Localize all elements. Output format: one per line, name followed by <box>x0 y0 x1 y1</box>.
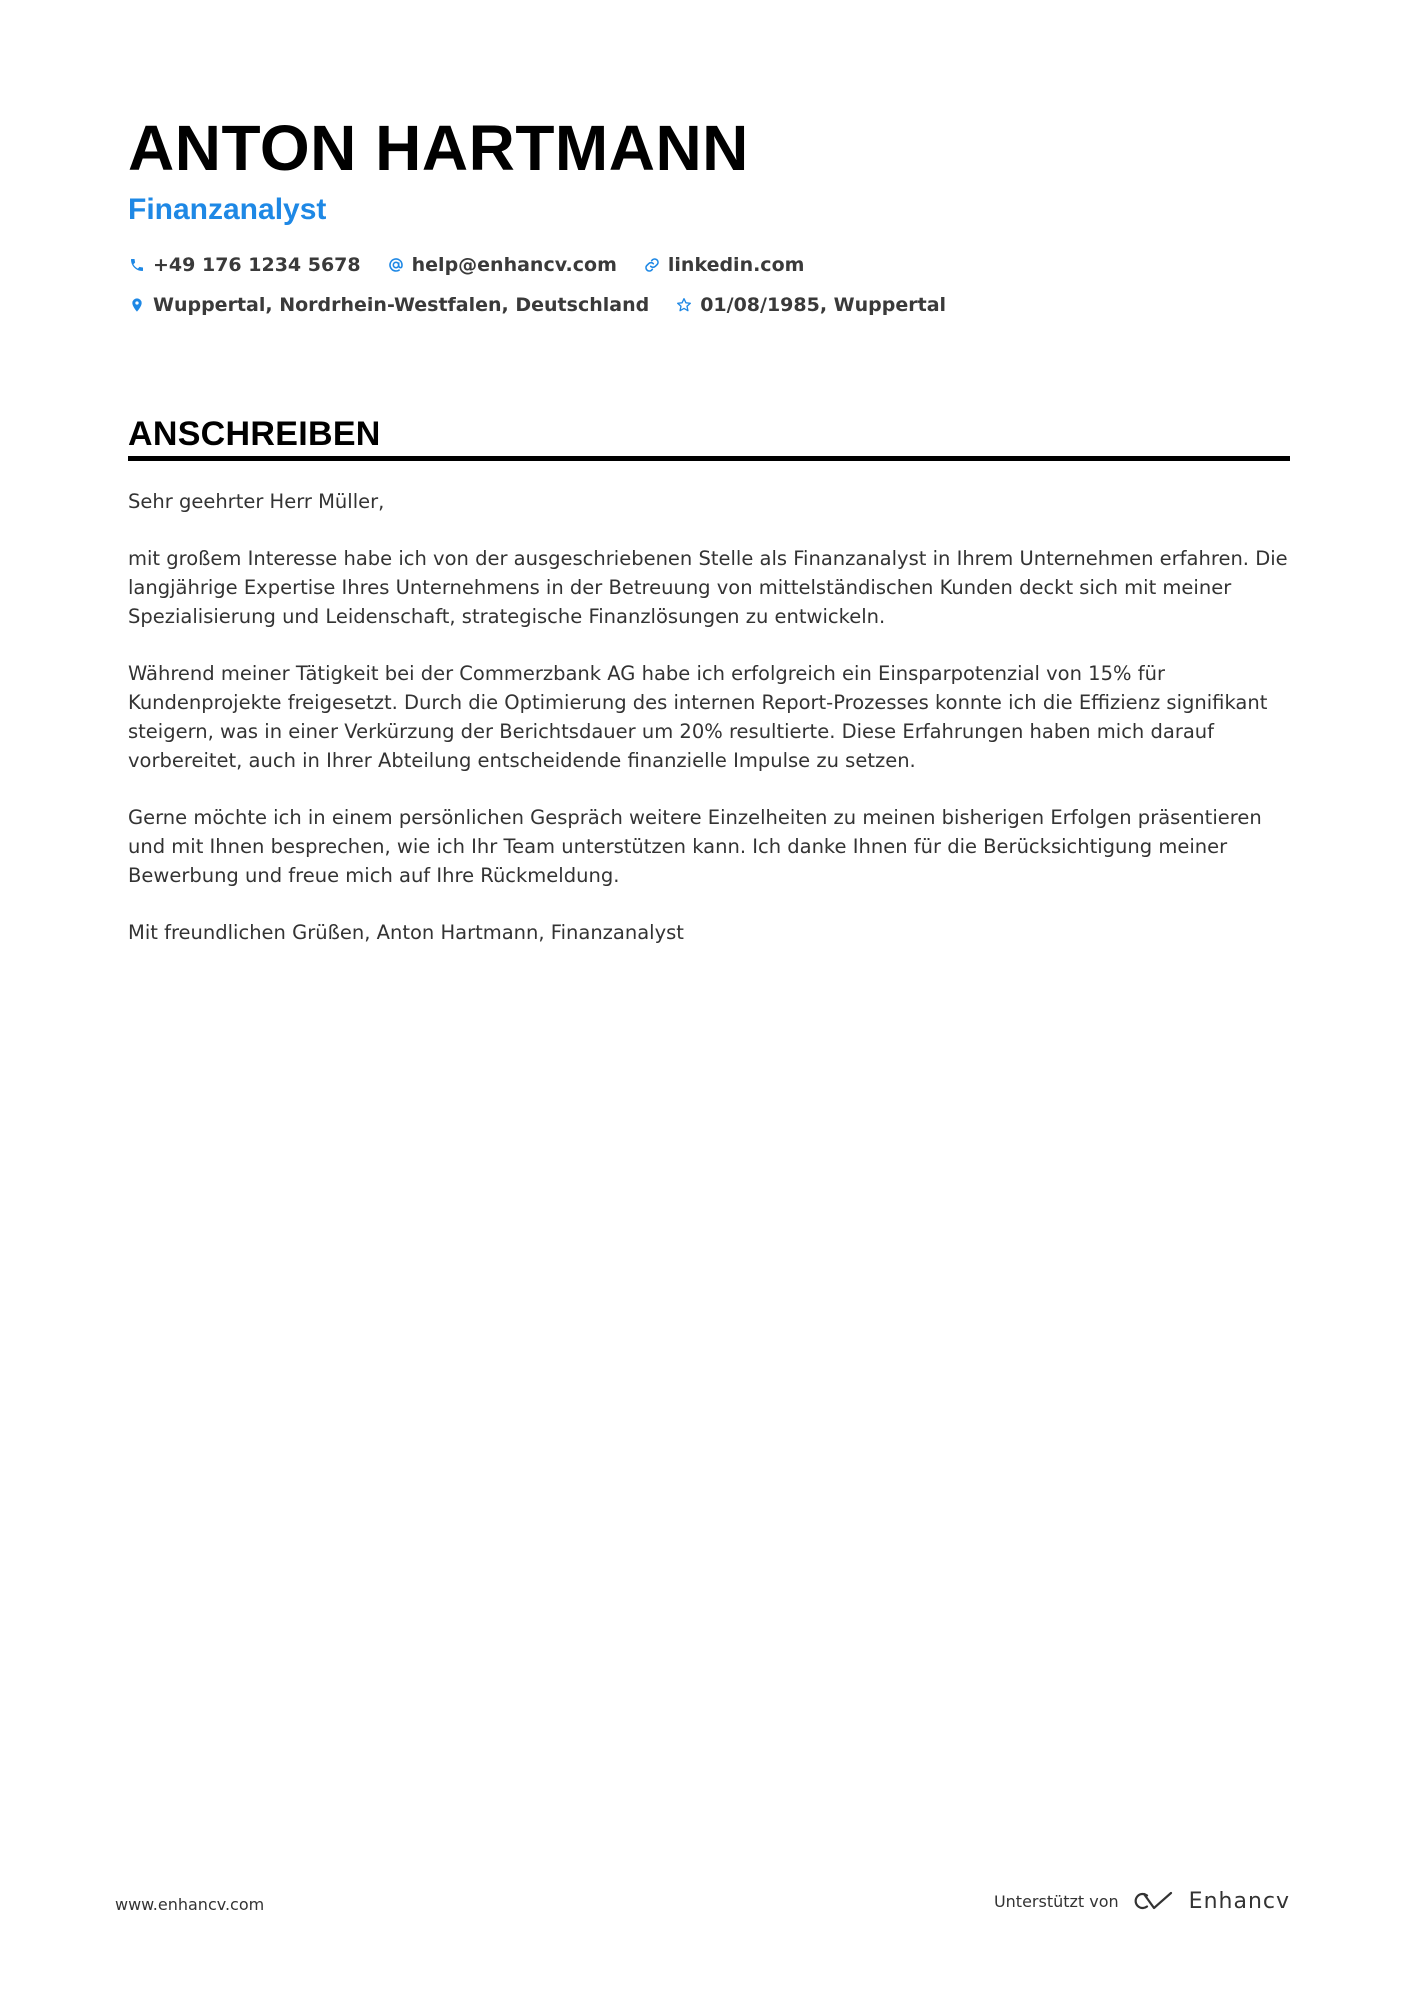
link-icon <box>643 256 661 274</box>
link-text[interactable]: linkedin.com <box>667 254 805 276</box>
location-text: Wuppertal, Nordrhein-Westfalen, Deutschland <box>153 294 650 316</box>
email-text[interactable]: help@enhancv.com <box>411 254 617 276</box>
footer-branding <box>994 1888 1290 1914</box>
job-title: Finanzanalyst <box>128 193 327 226</box>
cover-letter-body <box>128 487 1290 947</box>
birth-text: 01/08/1985, Wuppertal <box>700 294 947 316</box>
location-pin-icon <box>128 296 146 314</box>
brand-name: Enhancv <box>1188 1888 1290 1914</box>
footer-website[interactable]: www.enhancv.com <box>115 1895 265 1914</box>
letter-salutation: Sehr geehrter Herr Müller, <box>128 490 385 513</box>
at-icon <box>387 256 405 274</box>
powered-by-text: Unterstützt von <box>993 1891 1119 1911</box>
phone-text: +49 176 1234 5678 <box>153 254 361 276</box>
phone-icon <box>128 256 146 274</box>
section-divider <box>128 456 1290 461</box>
contact-info <box>128 252 1290 318</box>
contact-birth <box>675 292 946 318</box>
star-icon <box>675 296 693 314</box>
contact-phone <box>128 252 361 278</box>
letter-paragraph: Gerne möchte ich in einem persönlichen Gespräch weitere Einzelheiten zu meinen bisherigen Erfolgen präsentieren und mit Ihnen besprechen, wie ich Ihr Team unterstützen kann. Ich danke Ihnen für die Berücksichtigung meiner Bewerbung und freue mich auf Ihre Rückmeldung. <box>128 806 1262 887</box>
letter-paragraph: Während meiner Tätigkeit bei der Commerzbank AG habe ich erfolgreich ein Einsparpotenzial von 15% für Kundenprojekte freigesetzt. Durch die Optimierung des internen Report-Prozesses konnte ich die Effizienz signifikant steigern, was in einer Verkürzung der Berichtsdauer um 20% resultierte. Diese Erfahrungen haben mich darauf vorbereitet, auch in Ihrer Abteilung entscheidende finanzielle Impulse zu setzen. <box>128 662 1268 772</box>
letter-paragraph: mit großem Interesse habe ich von der ausgeschriebenen Stelle als Finanzanalyst in Ihrem Unternehmen erfahren. Die langjährige Expertise Ihres Unternehmens in der Betreuung von mittelständischen Kunden deckt sich mit meiner Spezialisierung und Leidenschaft, strategische Finanzlösungen zu entwickeln. <box>128 547 1288 628</box>
contact-location <box>128 292 649 318</box>
resume-page <box>128 110 1290 975</box>
contact-email[interactable] <box>387 252 617 278</box>
contact-link[interactable] <box>643 252 805 278</box>
letter-closing: Mit freundlichen Grüßen, Anton Hartmann, Finanzanalyst <box>128 921 684 944</box>
section-title: ANSCHREIBEN <box>128 415 381 453</box>
candidate-name: ANTON HARTMANN <box>128 112 749 184</box>
enhancv-logo-icon <box>1131 1888 1177 1914</box>
